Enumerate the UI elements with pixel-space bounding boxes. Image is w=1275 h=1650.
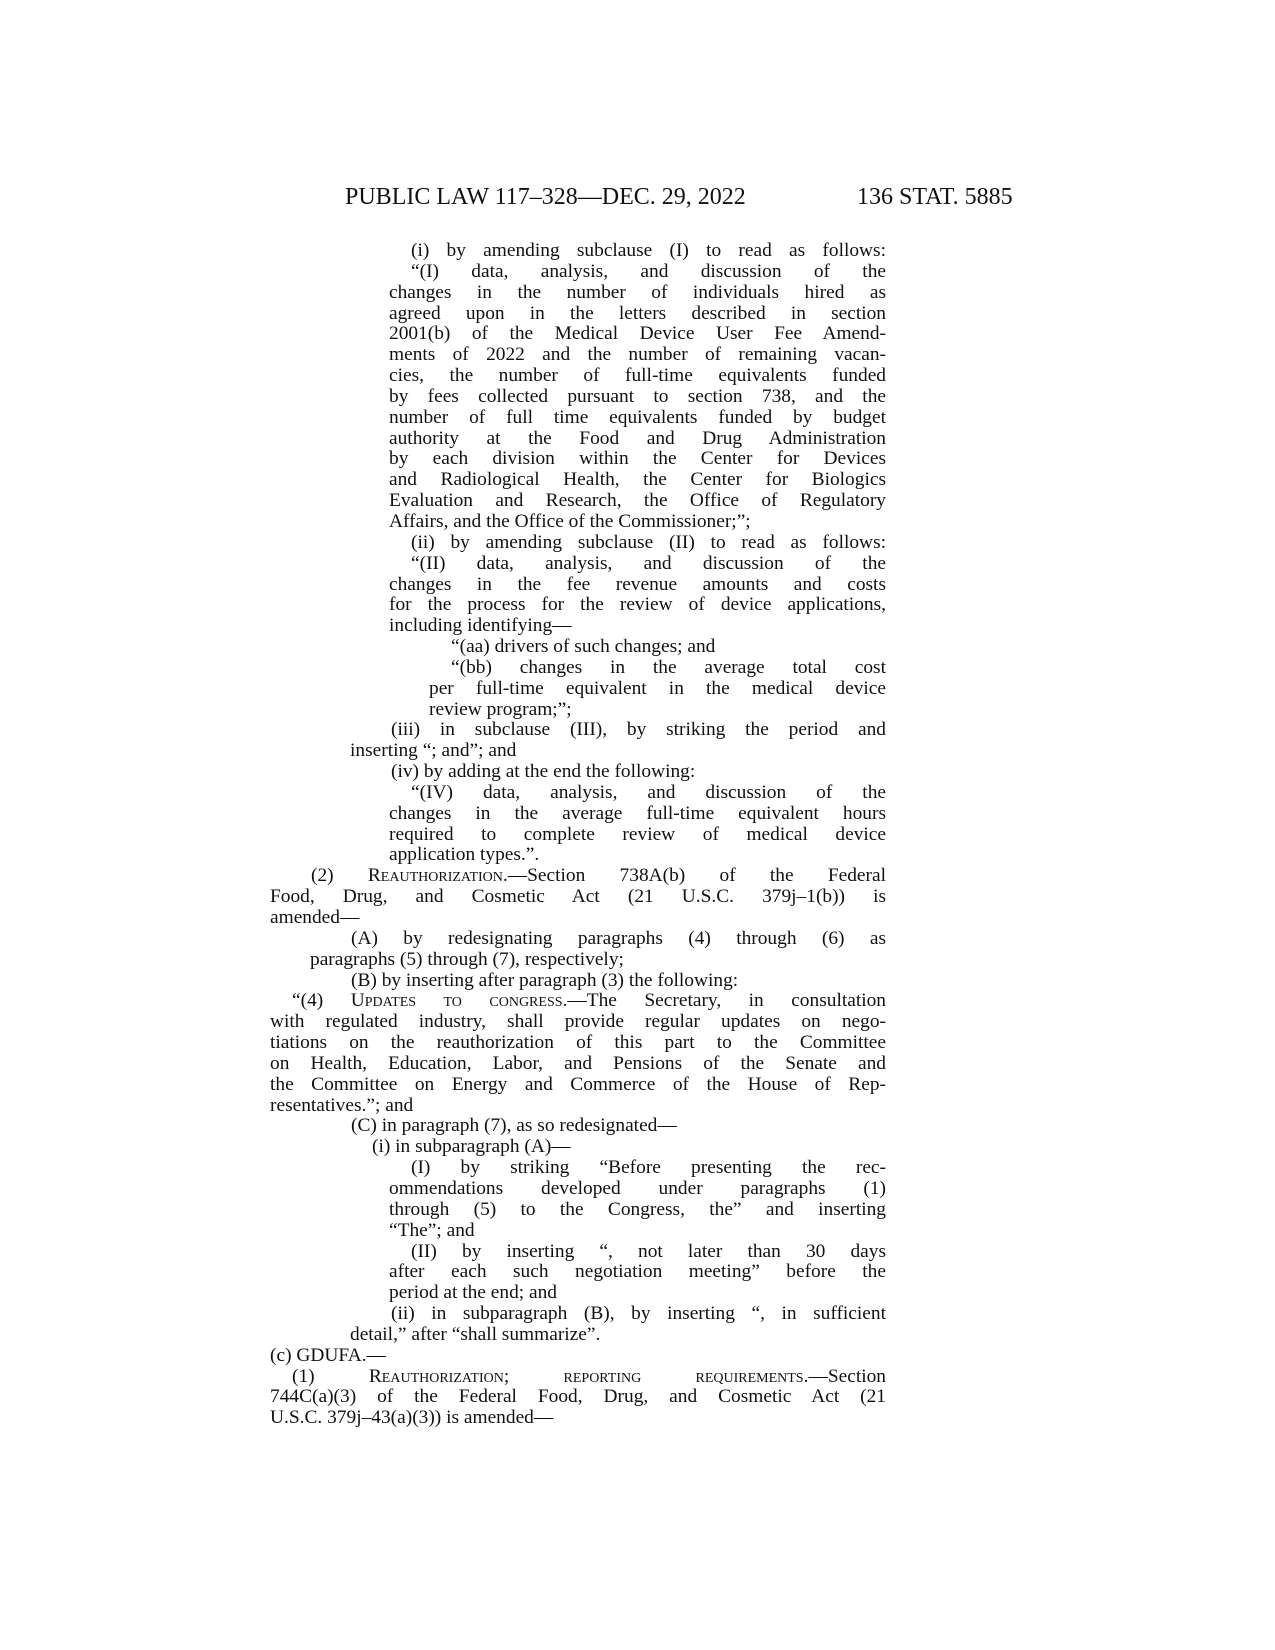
text-line: by each division within the Center for Devices — [389, 448, 886, 470]
text-line: review program;”; — [429, 698, 572, 720]
text-line: authority at the Food and Drug Administration — [389, 427, 886, 449]
text-line: on Health, Education, Labor, and Pensions of the Senate and — [270, 1052, 886, 1074]
text-line: tiations on the reauthorization of this part to the Committee — [270, 1032, 886, 1054]
text-line: period at the end; and — [389, 1282, 557, 1304]
text-line: (iv) by adding at the end the following: — [391, 761, 696, 783]
text-line: changes in the average full-time equivalent hours — [389, 802, 886, 824]
text-line: changes in the number of individuals hired as — [389, 281, 886, 303]
running-title: PUBLIC LAW 117–328—DEC. 29, 2022 — [345, 184, 746, 210]
text-line: 744C(a)(3) of the Federal Food, Drug, and Cosmetic Act (21 — [270, 1386, 886, 1408]
text-line: application types.”. — [389, 844, 540, 866]
text-line: “(bb) changes in the average total cost — [451, 656, 886, 678]
text-line: (II) by inserting “, not later than 30 days — [411, 1240, 886, 1262]
text-line: and Radiological Health, the Center for Biologics — [389, 469, 886, 491]
text-line: resentatives.”; and — [270, 1094, 414, 1116]
text-line: agreed upon in the letters described in section — [389, 302, 886, 324]
text-line: amended— — [270, 907, 360, 928]
text-line: by fees collected pursuant to section 738, and the — [389, 385, 886, 407]
text-line: (i) in subparagraph (A)— — [372, 1136, 571, 1158]
text-line: (c) GDUFA.— — [270, 1344, 386, 1366]
text-line: for the process for the review of device applications, — [389, 594, 886, 616]
text-line: (2) Reauthorization.—Section 738A(b) of the Federal — [311, 865, 886, 887]
text-line: with regulated industry, shall provide regular updates on nego- — [270, 1011, 886, 1033]
text-line: (1) Reauthorization; reporting requirements.—Section — [292, 1365, 886, 1387]
text-line: (iii) in subclause (III), by striking the period and — [391, 719, 886, 741]
text-line: “(II) data, analysis, and discussion of the — [411, 552, 886, 574]
text-line: “(aa) drivers of such changes; and — [451, 636, 716, 658]
text-line: through (5) to the Congress, the” and inserting — [389, 1198, 886, 1220]
text-line: (I) by striking “Before presenting the rec- — [411, 1157, 886, 1179]
text-line: required to complete review of medical device — [389, 823, 886, 845]
small-caps-heading: Reauthorization; reporting requirements — [368, 1365, 804, 1387]
page-number: 136 STAT. 5885 — [857, 184, 1013, 210]
text-line: (C) in paragraph (7), as so redesignated— — [351, 1115, 677, 1137]
small-caps-heading: Updates to congress — [350, 990, 563, 1012]
text-line: including identifying— — [389, 615, 572, 637]
text-line: “(IV) data, analysis, and discussion of the — [411, 781, 886, 803]
text-line: “(4) Updates to congress.—The Secretary, in consultation — [292, 990, 886, 1012]
text-line: (ii) by amending subclause (II) to read as follows: — [411, 531, 886, 553]
text-line: per full-time equivalent in the medical device — [429, 677, 886, 699]
text-line: 2001(b) of the Medical Device User Fee Amend- — [389, 323, 886, 345]
text-line: inserting “; and”; and — [350, 740, 517, 762]
text-line: paragraphs (5) through (7), respectively; — [310, 948, 624, 970]
text-line: Evaluation and Research, the Office of Regulatory — [389, 490, 886, 512]
text-line: changes in the fee revenue amounts and costs — [389, 573, 886, 595]
text-line: cies, the number of full-time equivalents funded — [389, 365, 886, 387]
text-line: “The”; and — [389, 1219, 475, 1241]
text-line: ments of 2022 and the number of remaining vacan- — [389, 344, 886, 366]
text-line: detail,” after “shall summarize”. — [350, 1323, 601, 1345]
statute-body — [270, 241, 886, 1429]
text-line: U.S.C. 379j–43(a)(3)) is amended— — [270, 1407, 554, 1429]
text-line: (i) by amending subclause (I) to read as follows: — [411, 240, 886, 261]
text-line: after each such negotiation meeting” before the — [389, 1261, 886, 1283]
text-line: the Committee on Energy and Commerce of the House of Rep- — [270, 1073, 886, 1095]
text-line: (B) by inserting after paragraph (3) the following: — [351, 969, 739, 991]
text-line: (A) by redesignating paragraphs (4) through (6) as — [351, 927, 886, 949]
text-line: number of full time equivalents funded by budget — [389, 406, 886, 428]
small-caps-heading: Reauthorization — [367, 865, 503, 887]
text-line: Affairs, and the Office of the Commissioner;”; — [389, 510, 751, 532]
text-line: Food, Drug, and Cosmetic Act (21 U.S.C. 379j–1(b)) is — [270, 886, 886, 908]
text-line: (ii) in subparagraph (B), by inserting “, in sufficient — [391, 1303, 886, 1325]
text-line: “(I) data, analysis, and discussion of the — [411, 260, 886, 282]
page-header — [0, 184, 1275, 214]
text-line: ommendations developed under paragraphs (1) — [389, 1177, 886, 1199]
